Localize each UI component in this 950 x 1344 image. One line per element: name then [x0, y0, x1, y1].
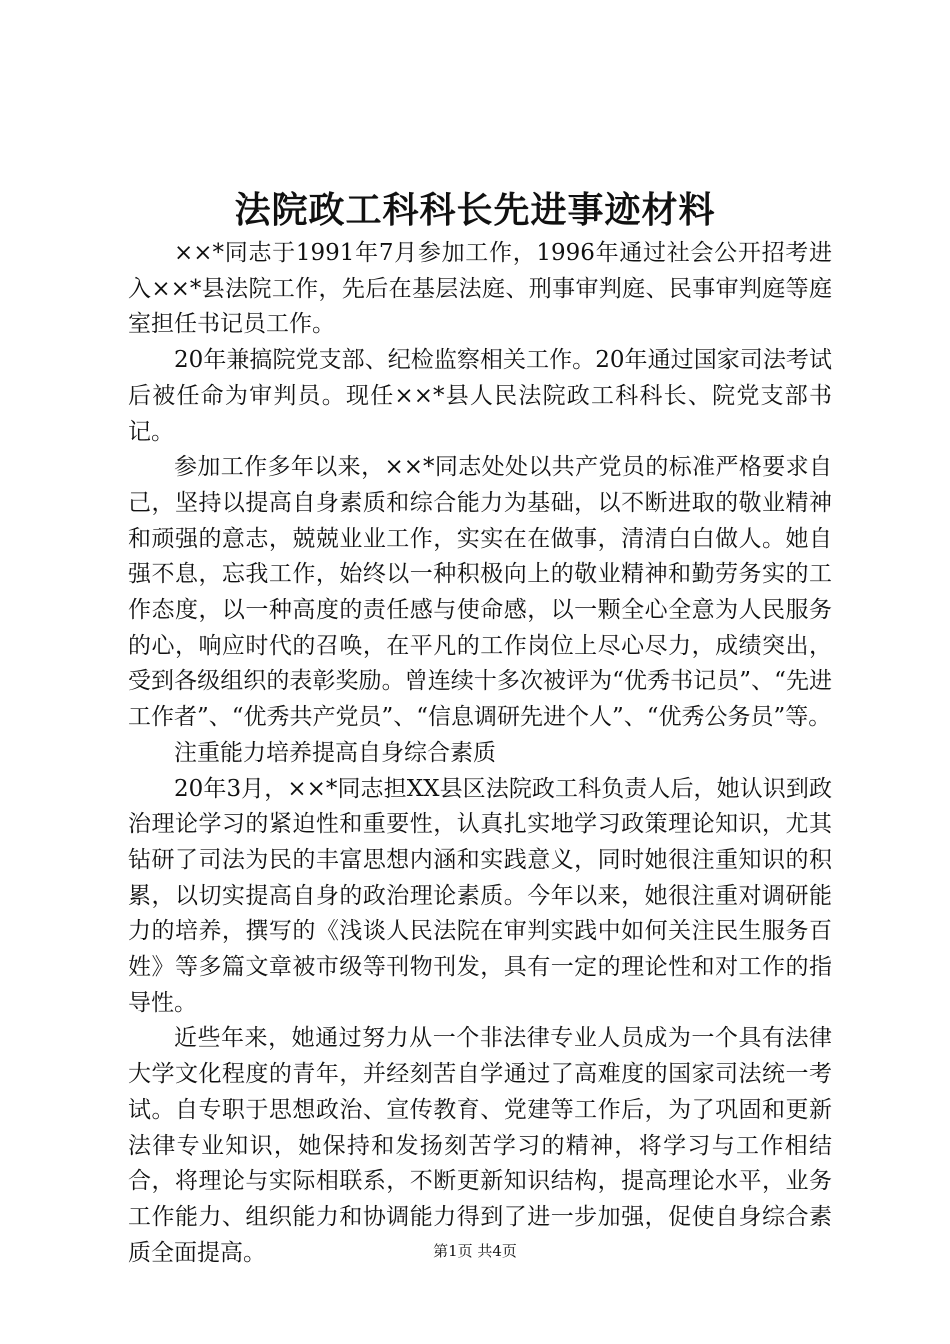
page-footer: 第1页 共4页: [433, 1242, 517, 1260]
section-heading: 注重能力培养提高自身综合素质: [174, 739, 496, 766]
paragraph-4: 20年3月，××*同志担XX县区法院政工科负责人后，她认识到政治理论学习的紧迫性和重要性，认真扎实地学习政策理论知识，尤其钻研了司法为民的丰富思想内涵和实践意义，同时她很注重知识的积累，以切实提高自身的政治理论素质。今年以来，她很注重对调研能力的培养，撰写的《浅谈人民法院在审判实践中如何关注民生服务百姓》等多篇文章被市级等刊物刊发，具有一定的理论性和对工作的指导性。: [128, 775, 832, 1016]
document-title: 法院政工科科长先进事迹材料: [234, 189, 716, 231]
paragraph-2: 20年兼搞院党支部、纪检监察相关工作。20年通过国家司法考试后被任命为审判员。现任××*县人民法院政工科科长、院党支部书记。: [128, 347, 832, 445]
paragraph-1: ××*同志于1991年7月参加工作，1996年通过社会公开招考进入××*县法院工作，先后在基层法庭、刑事审判庭、民事审判庭等庭室担任书记员工作。: [128, 240, 832, 338]
paragraph-3: 参加工作多年以来，××*同志处处以共产党员的标准严格要求自己，坚持以提高自身素质和综合能力为基础，以不断进取的敬业精神和顽强的意志，兢兢业业工作，实实在在做事，清清白白做人。她自强不息，忘我工作，始终以一种积极向上的敬业精神和勤劳务实的工作态度，以一种高度的责任感与使命感，以一颗全心全意为人民服务的心，响应时代的召唤，在平凡的工作岗位上尽心尽力，成绩突出，受到各级组织的表彰奖励。曾连续十多次被评为“优秀书记员”、“先进工作者”、“优秀共产党员”、“信息调研先进个人”、“优秀公务员”等。: [128, 454, 832, 731]
document-body: [128, 236, 832, 1271]
paragraph-5: 近些年来，她通过努力从一个非法律专业人员成为一个具有法律大学文化程度的青年，并经刻苦自学通过了高难度的国家司法统一考试。自专职于思想政治、宣传教育、党建等工作后，为了巩固和更新法律专业知识，她保持和发扬刻苦学习的精神，将学习与工作相结合，将理论与实际相联系，不断更新知识结构，提高理论水平，业务工作能力、组织能力和协调能力得到了进一步加强，促使自身综合素质全面提高。: [128, 1025, 832, 1266]
